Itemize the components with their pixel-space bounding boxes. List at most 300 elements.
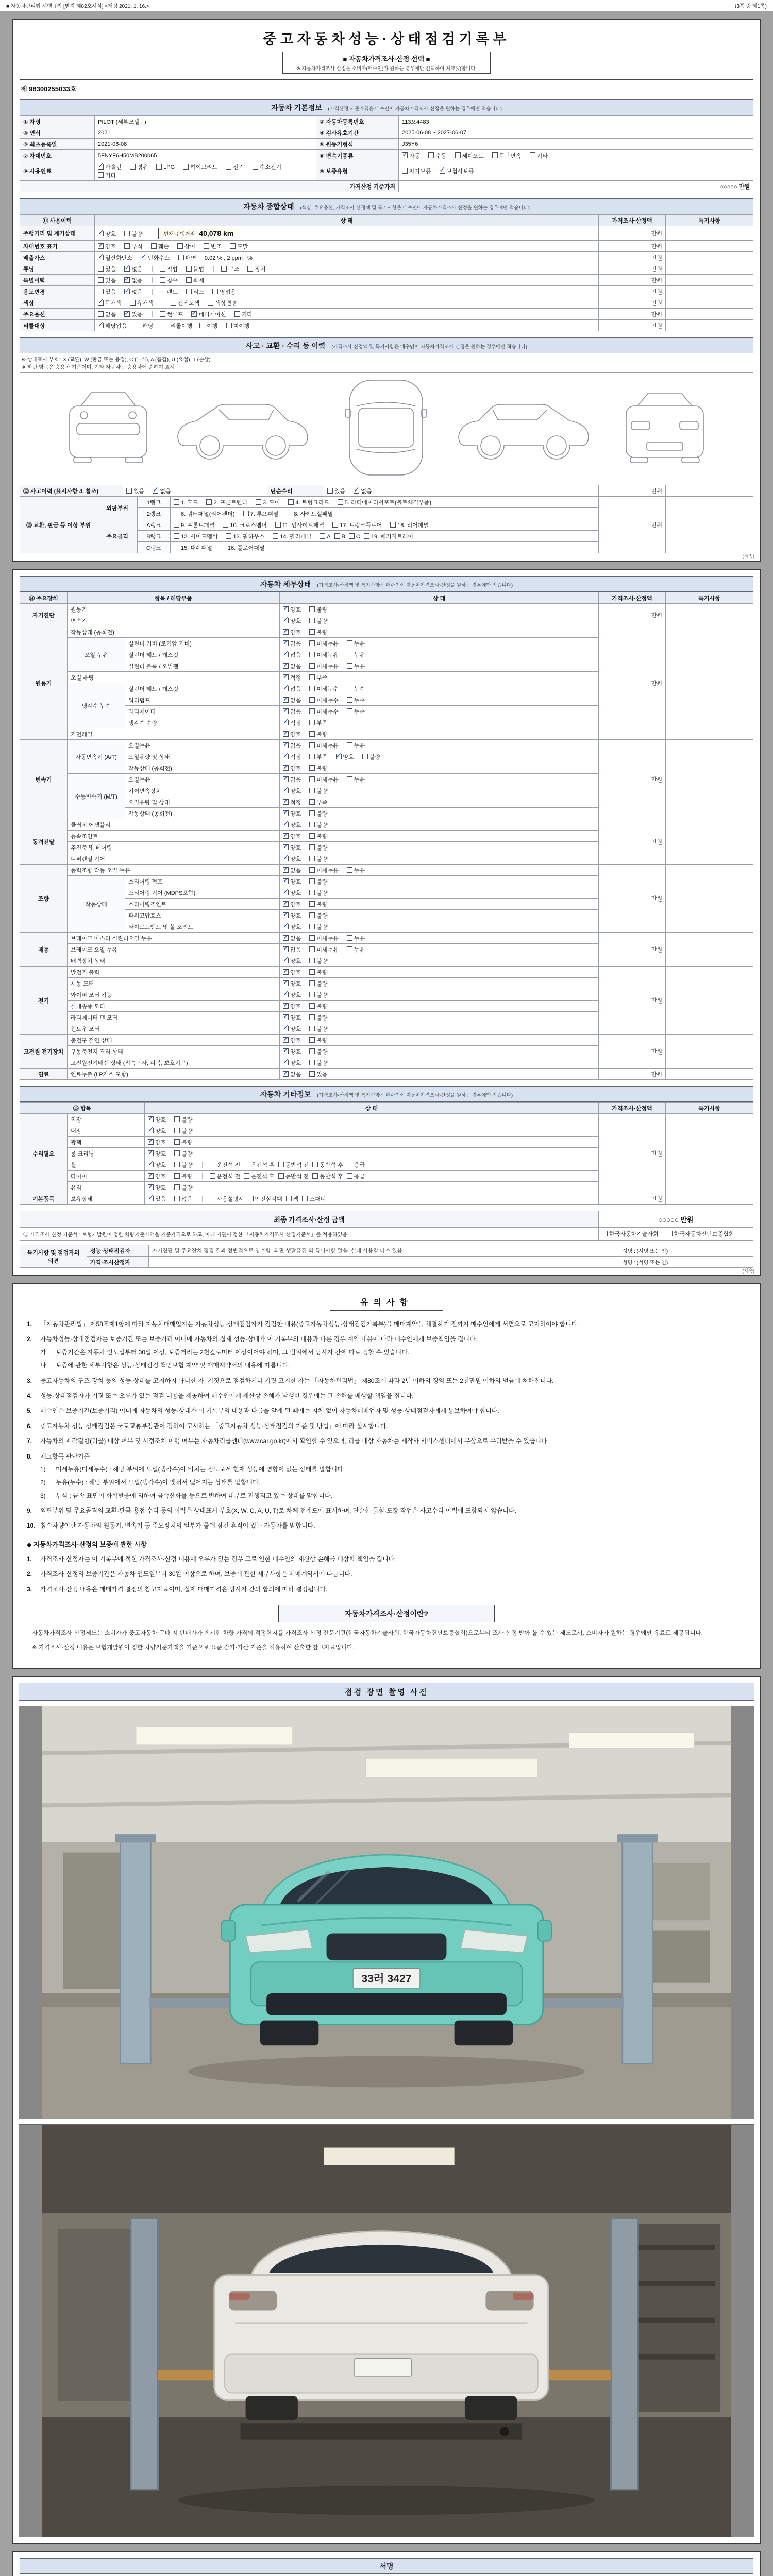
checkbox-option[interactable] <box>283 753 301 761</box>
checkbox[interactable] <box>347 867 352 873</box>
checkbox[interactable] <box>148 1128 154 1133</box>
checkbox-option[interactable] <box>199 321 217 330</box>
checkbox-option[interactable] <box>244 1161 275 1169</box>
checkbox[interactable] <box>283 924 289 929</box>
checkbox[interactable] <box>230 243 236 249</box>
checkbox-option[interactable] <box>283 934 301 942</box>
checkbox-option[interactable] <box>309 900 327 908</box>
checkbox[interactable] <box>309 890 315 895</box>
checkbox[interactable] <box>309 924 315 929</box>
checkbox[interactable] <box>309 810 315 816</box>
checkbox-option[interactable] <box>156 164 175 171</box>
checkbox-option[interactable] <box>247 265 265 273</box>
checkbox[interactable] <box>283 878 289 884</box>
checkbox-option[interactable] <box>221 265 239 273</box>
checkbox-option[interactable] <box>309 957 327 965</box>
checkbox[interactable] <box>283 640 289 646</box>
checkbox-option[interactable] <box>283 957 301 965</box>
checkbox-option[interactable] <box>126 487 144 495</box>
checkbox-option[interactable] <box>283 821 301 829</box>
checkbox-option[interactable] <box>309 605 327 614</box>
checkbox[interactable] <box>347 935 352 941</box>
checkbox[interactable] <box>336 754 342 759</box>
checkbox-option[interactable] <box>283 707 301 716</box>
checkbox[interactable] <box>244 1173 249 1179</box>
checkbox[interactable] <box>171 300 176 306</box>
checkbox-option[interactable] <box>226 163 244 171</box>
checkbox[interactable] <box>283 720 289 725</box>
checkbox[interactable] <box>283 618 289 623</box>
checkbox-option[interactable] <box>309 1025 327 1033</box>
checkbox[interactable] <box>283 674 289 680</box>
checkbox[interactable] <box>309 1071 315 1077</box>
checkbox[interactable] <box>283 810 289 816</box>
checkbox[interactable] <box>174 1128 180 1133</box>
checkbox[interactable] <box>151 243 157 249</box>
checkbox-option[interactable] <box>309 651 339 659</box>
checkbox-option[interactable] <box>347 651 365 659</box>
checkbox-option[interactable] <box>309 968 327 976</box>
checkbox-option[interactable] <box>286 1195 299 1203</box>
checkbox-option[interactable] <box>309 889 327 897</box>
checkbox[interactable] <box>283 742 289 748</box>
checkbox-option[interactable] <box>334 533 345 540</box>
checkbox-option[interactable] <box>312 1172 343 1180</box>
checkbox[interactable] <box>283 890 289 895</box>
checkbox[interactable] <box>390 522 396 528</box>
checkbox[interactable] <box>174 511 179 516</box>
checkbox[interactable] <box>347 946 352 952</box>
checkbox[interactable] <box>283 765 289 771</box>
checkbox-option[interactable] <box>309 753 327 761</box>
checkbox-option[interactable] <box>273 532 311 540</box>
checkbox[interactable] <box>286 1196 292 1201</box>
checkbox-option[interactable] <box>244 1172 275 1180</box>
checkbox[interactable] <box>309 788 315 793</box>
checkbox-option[interactable] <box>141 253 170 262</box>
checkbox[interactable] <box>309 912 315 918</box>
checkbox-option[interactable] <box>309 787 327 795</box>
checkbox-option[interactable] <box>283 719 301 727</box>
checkbox[interactable] <box>283 1026 289 1031</box>
checkbox-option[interactable] <box>186 287 204 296</box>
checkbox[interactable] <box>349 533 355 539</box>
checkbox[interactable] <box>283 686 289 691</box>
checkbox[interactable] <box>148 1173 154 1179</box>
checkbox[interactable] <box>309 980 315 986</box>
checkbox[interactable] <box>174 1150 180 1156</box>
checkbox-option[interactable] <box>390 521 429 529</box>
checkbox[interactable] <box>362 754 368 759</box>
checkbox-option[interactable] <box>309 673 327 682</box>
checkbox[interactable] <box>136 323 141 328</box>
checkbox-option[interactable] <box>309 662 339 670</box>
checkbox[interactable] <box>309 640 315 646</box>
checkbox-option[interactable] <box>183 163 217 171</box>
checkbox[interactable] <box>160 277 165 283</box>
checkbox-option[interactable] <box>223 521 266 529</box>
checkbox-option[interactable] <box>283 991 301 999</box>
checkbox[interactable] <box>283 969 289 975</box>
checkbox[interactable] <box>309 856 315 861</box>
checkbox[interactable] <box>275 522 281 528</box>
checkbox[interactable] <box>283 1060 289 1065</box>
checkbox-option[interactable] <box>186 276 204 284</box>
checkbox[interactable] <box>347 1173 352 1179</box>
checkbox-option[interactable] <box>283 855 301 863</box>
checkbox-option[interactable] <box>283 628 301 636</box>
checkbox[interactable] <box>174 522 179 528</box>
checkbox-option[interactable] <box>347 1172 365 1180</box>
checkbox[interactable] <box>283 856 289 861</box>
checkbox-option[interactable] <box>98 265 116 273</box>
checkbox-option[interactable] <box>174 1138 192 1146</box>
checkbox-option[interactable] <box>148 1149 166 1158</box>
checkbox[interactable] <box>273 533 278 539</box>
checkbox-option[interactable] <box>309 639 339 648</box>
checkbox[interactable] <box>98 255 104 260</box>
checkbox[interactable] <box>302 1196 308 1201</box>
checkbox[interactable] <box>492 152 498 158</box>
checkbox-option[interactable] <box>191 310 226 318</box>
checkbox[interactable] <box>283 1003 289 1009</box>
checkbox-option[interactable] <box>309 877 327 886</box>
checkbox-option[interactable] <box>309 764 327 772</box>
checkbox[interactable] <box>309 606 315 612</box>
checkbox-option[interactable] <box>309 617 327 625</box>
checkbox[interactable] <box>160 289 165 294</box>
checkbox-option[interactable] <box>312 1161 343 1169</box>
checkbox[interactable] <box>148 1150 154 1156</box>
checkbox[interactable] <box>244 1162 249 1167</box>
checkbox[interactable] <box>186 289 192 294</box>
checkbox-option[interactable] <box>148 1172 166 1180</box>
checkbox-option[interactable] <box>602 1230 659 1238</box>
checkbox-option[interactable] <box>283 673 301 682</box>
checkbox-option[interactable] <box>275 521 324 529</box>
checkbox-option[interactable] <box>174 1195 192 1203</box>
checkbox-option[interactable] <box>174 1127 192 1135</box>
checkbox[interactable] <box>309 901 315 907</box>
checkbox-option[interactable] <box>347 707 365 716</box>
checkbox-option[interactable] <box>309 685 339 693</box>
checkbox-option[interactable] <box>287 510 333 518</box>
checkbox-option[interactable] <box>98 163 122 171</box>
checkbox[interactable] <box>208 300 213 306</box>
checkbox[interactable] <box>283 788 289 793</box>
checkbox-option[interactable] <box>283 775 301 784</box>
checkbox-option[interactable] <box>248 1195 282 1203</box>
checkbox-option[interactable] <box>440 167 474 175</box>
checkbox-option[interactable] <box>153 487 171 495</box>
checkbox[interactable] <box>283 776 289 782</box>
checkbox[interactable] <box>283 606 289 612</box>
checkbox-option[interactable] <box>283 798 301 806</box>
checkbox-option[interactable] <box>309 707 339 716</box>
checkbox-option[interactable] <box>208 299 237 307</box>
checkbox[interactable] <box>338 499 343 505</box>
checkbox-option[interactable] <box>347 639 365 648</box>
checkbox[interactable] <box>174 533 179 539</box>
checkbox[interactable] <box>309 776 315 782</box>
checkbox-option[interactable] <box>338 498 431 506</box>
checkbox-option[interactable] <box>309 1036 327 1044</box>
checkbox-option[interactable] <box>174 521 214 529</box>
checkbox-option[interactable] <box>347 685 365 693</box>
checkbox-option[interactable] <box>124 242 142 250</box>
checkbox[interactable] <box>309 878 315 884</box>
checkbox[interactable] <box>347 776 352 782</box>
checkbox-option[interactable] <box>283 1059 301 1067</box>
checkbox-option[interactable] <box>174 1161 192 1169</box>
checkbox[interactable] <box>309 629 315 635</box>
checkbox[interactable] <box>309 822 315 827</box>
checkbox[interactable] <box>278 1173 284 1179</box>
checkbox[interactable] <box>98 323 104 328</box>
checkbox-option[interactable] <box>283 787 301 795</box>
checkbox-option[interactable] <box>124 276 142 284</box>
checkbox-option[interactable] <box>283 730 301 738</box>
checkbox-option[interactable] <box>283 617 301 625</box>
checkbox-option[interactable] <box>320 533 330 540</box>
checkbox-option[interactable] <box>309 1002 327 1010</box>
checkbox[interactable] <box>283 822 289 827</box>
checkbox[interactable] <box>178 255 184 260</box>
checkbox-option[interactable] <box>283 877 301 886</box>
checkbox-option[interactable] <box>160 310 183 318</box>
checkbox[interactable] <box>283 697 289 703</box>
checkbox[interactable] <box>287 511 292 516</box>
checkbox-option[interactable] <box>204 242 222 250</box>
checkbox-option[interactable] <box>278 1172 309 1180</box>
checkbox[interactable] <box>309 731 315 737</box>
checkbox[interactable] <box>309 708 315 714</box>
checkbox[interactable] <box>98 311 104 317</box>
checkbox[interactable] <box>309 754 315 759</box>
checkbox-option[interactable] <box>148 1138 166 1146</box>
checkbox-option[interactable] <box>283 911 301 920</box>
checkbox[interactable] <box>320 533 325 539</box>
checkbox-option[interactable] <box>283 968 301 976</box>
checkbox[interactable] <box>309 844 315 850</box>
checkbox[interactable] <box>309 686 315 691</box>
checkbox-option[interactable] <box>288 498 329 506</box>
checkbox[interactable] <box>347 652 352 657</box>
checkbox-option[interactable] <box>174 510 235 518</box>
checkbox[interactable] <box>334 533 340 539</box>
checkbox-option[interactable] <box>283 764 301 772</box>
checkbox[interactable] <box>309 992 315 997</box>
checkbox[interactable] <box>174 545 179 550</box>
checkbox[interactable] <box>347 697 352 703</box>
checkbox-option[interactable] <box>98 242 116 250</box>
checkbox-option[interactable] <box>130 299 154 307</box>
checkbox-option[interactable] <box>174 544 212 552</box>
checkbox[interactable] <box>347 708 352 714</box>
checkbox-option[interactable] <box>283 1002 301 1010</box>
checkbox[interactable] <box>283 708 289 714</box>
checkbox-option[interactable] <box>283 741 301 750</box>
checkbox-option[interactable] <box>309 775 339 784</box>
checkbox[interactable] <box>530 152 535 158</box>
checkbox-option[interactable] <box>283 809 301 818</box>
checkbox-option[interactable] <box>253 163 282 171</box>
checkbox[interactable] <box>402 168 408 174</box>
checkbox[interactable] <box>130 164 136 170</box>
checkbox[interactable] <box>332 522 338 528</box>
checkbox-option[interactable] <box>283 651 301 659</box>
checkbox[interactable] <box>243 511 249 516</box>
checkbox[interactable] <box>98 164 104 170</box>
checkbox-option[interactable] <box>283 1036 301 1044</box>
checkbox-option[interactable] <box>283 923 301 931</box>
checkbox-option[interactable] <box>283 889 301 897</box>
checkbox-option[interactable] <box>347 866 365 874</box>
checkbox-option[interactable] <box>667 1230 734 1238</box>
checkbox[interactable] <box>354 488 359 494</box>
checkbox-option[interactable] <box>174 498 198 506</box>
checkbox-option[interactable] <box>309 866 339 874</box>
checkbox-option[interactable] <box>336 753 354 761</box>
checkbox-option[interactable] <box>309 911 327 920</box>
checkbox-option[interactable] <box>283 866 301 874</box>
checkbox[interactable] <box>174 1139 180 1145</box>
checkbox[interactable] <box>347 742 352 748</box>
checkbox[interactable] <box>309 1003 315 1009</box>
checkbox[interactable] <box>309 663 315 669</box>
checkbox-option[interactable] <box>98 171 116 179</box>
checkbox[interactable] <box>210 1162 215 1167</box>
checkbox-option[interactable] <box>302 1195 326 1203</box>
checkbox[interactable] <box>327 488 333 494</box>
checkbox-option[interactable] <box>283 639 301 648</box>
checkbox-option[interactable] <box>160 287 178 296</box>
checkbox-option[interactable] <box>283 696 301 704</box>
checkbox[interactable] <box>174 1184 180 1190</box>
checkbox[interactable] <box>174 1162 180 1167</box>
checkbox-option[interactable] <box>283 685 301 693</box>
checkbox[interactable] <box>283 980 289 986</box>
checkbox-option[interactable] <box>283 843 301 852</box>
checkbox[interactable] <box>199 323 205 328</box>
checkbox-option[interactable] <box>226 532 264 540</box>
checkbox[interactable] <box>204 243 209 249</box>
checkbox[interactable] <box>148 1184 154 1190</box>
checkbox[interactable] <box>160 266 165 272</box>
checkbox[interactable] <box>212 289 218 294</box>
checkbox[interactable] <box>98 266 104 272</box>
checkbox[interactable] <box>141 255 146 260</box>
checkbox-option[interactable] <box>309 1070 327 1078</box>
checkbox[interactable] <box>247 266 253 272</box>
checkbox-option[interactable] <box>402 167 431 175</box>
checkbox[interactable] <box>186 277 192 283</box>
checkbox-option[interactable] <box>309 1047 327 1056</box>
checkbox[interactable] <box>124 311 130 317</box>
checkbox[interactable] <box>153 488 158 494</box>
checkbox[interactable] <box>283 1037 289 1043</box>
checkbox[interactable] <box>347 663 352 669</box>
checkbox-option[interactable] <box>283 662 301 670</box>
checkbox[interactable] <box>283 844 289 850</box>
checkbox[interactable] <box>234 311 240 317</box>
checkbox[interactable] <box>148 1162 154 1167</box>
checkbox-option[interactable] <box>347 1161 365 1169</box>
checkbox-option[interactable] <box>160 265 178 273</box>
checkbox-option[interactable] <box>124 287 142 296</box>
checkbox[interactable] <box>283 901 289 907</box>
checkbox[interactable] <box>98 172 104 178</box>
checkbox-option[interactable] <box>124 230 142 238</box>
checkbox-option[interactable] <box>283 1025 301 1033</box>
checkbox[interactable] <box>309 958 315 963</box>
checkbox[interactable] <box>309 1037 315 1043</box>
checkbox[interactable] <box>174 499 179 505</box>
checkbox[interactable] <box>98 300 104 306</box>
checkbox[interactable] <box>124 266 130 272</box>
checkbox-option[interactable] <box>212 287 236 296</box>
checkbox-option[interactable] <box>309 798 327 806</box>
checkbox[interactable] <box>98 289 104 294</box>
checkbox[interactable] <box>130 300 136 306</box>
checkbox[interactable] <box>206 499 212 505</box>
checkbox[interactable] <box>440 168 445 174</box>
checkbox[interactable] <box>124 231 130 236</box>
checkbox-option[interactable] <box>530 151 548 160</box>
checkbox-option[interactable] <box>402 151 420 160</box>
checkbox[interactable] <box>148 1139 154 1145</box>
checkbox-option[interactable] <box>98 321 127 330</box>
checkbox-option[interactable] <box>309 832 327 840</box>
checkbox-option[interactable] <box>130 163 148 171</box>
checkbox[interactable] <box>226 323 232 328</box>
checkbox[interactable] <box>283 629 289 635</box>
checkbox-option[interactable] <box>206 498 247 506</box>
checkbox-option[interactable] <box>309 843 327 852</box>
checkbox[interactable] <box>183 164 189 170</box>
checkbox[interactable] <box>256 499 261 505</box>
checkbox[interactable] <box>174 1173 180 1179</box>
checkbox-option[interactable] <box>174 1115 192 1124</box>
checkbox-option[interactable] <box>136 321 154 330</box>
checkbox[interactable] <box>309 1026 315 1031</box>
checkbox-option[interactable] <box>309 741 339 750</box>
checkbox[interactable] <box>98 243 104 249</box>
checkbox[interactable] <box>283 935 289 941</box>
checkbox[interactable] <box>177 243 183 249</box>
checkbox[interactable] <box>309 765 315 771</box>
checkbox-option[interactable] <box>309 1013 327 1022</box>
checkbox-option[interactable] <box>124 310 142 318</box>
checkbox-option[interactable] <box>455 151 484 160</box>
checkbox-option[interactable] <box>256 498 280 506</box>
checkbox-option[interactable] <box>234 310 253 318</box>
checkbox[interactable] <box>148 1116 154 1122</box>
checkbox-option[interactable] <box>160 276 178 284</box>
checkbox-option[interactable] <box>210 1195 244 1203</box>
checkbox[interactable] <box>309 674 315 680</box>
checkbox-option[interactable] <box>148 1195 166 1203</box>
checkbox-option[interactable] <box>327 487 345 495</box>
checkbox-option[interactable] <box>174 1149 192 1158</box>
checkbox[interactable] <box>309 935 315 941</box>
checkbox[interactable] <box>309 652 315 657</box>
checkbox[interactable] <box>309 720 315 725</box>
checkbox[interactable] <box>428 152 434 158</box>
checkbox[interactable] <box>148 1196 154 1201</box>
checkbox[interactable] <box>347 1162 352 1167</box>
checkbox[interactable] <box>283 1048 289 1054</box>
